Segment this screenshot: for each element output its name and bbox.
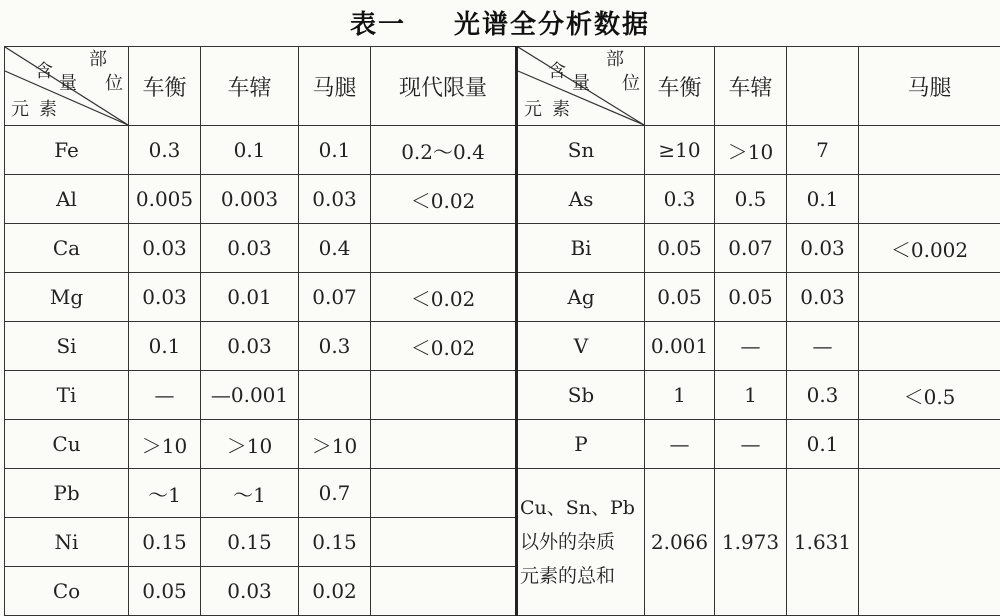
value-cell: —: [645, 420, 715, 469]
value-cell: 0.3: [129, 126, 201, 175]
value-cell: ＜0.02: [371, 273, 517, 322]
value-cell: 0.1: [787, 420, 859, 469]
impurity-total-value: 1.973: [715, 469, 787, 616]
value-cell: 0.15: [299, 518, 371, 567]
element-cell: Bi: [517, 224, 645, 273]
value-cell: 0.07: [715, 224, 787, 273]
element-cell: P: [517, 420, 645, 469]
value-cell: 0.005: [129, 175, 201, 224]
value-cell: ＜0.5: [859, 371, 1000, 420]
value-cell: 0.3: [645, 175, 715, 224]
value-cell: 0.03: [787, 224, 859, 273]
element-cell: Ti: [5, 371, 129, 420]
element-cell: Sn: [517, 126, 645, 175]
diag-label-mid2: 量: [572, 75, 590, 93]
diag-label-mid1: 含: [548, 63, 566, 81]
value-cell: 0.1: [129, 322, 201, 371]
value-cell: 0.03: [129, 273, 201, 322]
element-cell: V: [517, 322, 645, 371]
value-cell: 1: [715, 371, 787, 420]
diag-label-top: 部: [606, 51, 624, 69]
value-cell: 0.03: [201, 567, 299, 616]
diag-label-mid1: 含: [35, 63, 53, 81]
table-row: [5, 371, 1000, 420]
table-title: [0, 4, 1000, 44]
value-cell: [371, 567, 517, 616]
value-cell: 0.05: [715, 273, 787, 322]
col-header: 车衡: [129, 47, 201, 126]
table-row: [5, 175, 1000, 224]
table-row: [5, 322, 1000, 371]
value-cell: [859, 420, 1000, 469]
diag-label-bot1: 元: [11, 101, 29, 119]
diag-label-bot2: 素: [552, 101, 570, 119]
impurity-total-label-line: Cu、Sn、Pb: [520, 491, 644, 525]
value-cell: 0.15: [129, 518, 201, 567]
value-cell: ＞10: [201, 420, 299, 469]
value-cell: [371, 469, 517, 518]
value-cell: 0.05: [129, 567, 201, 616]
value-cell: 0.03: [129, 224, 201, 273]
element-cell: Cu: [5, 420, 129, 469]
impurity-total-value: 1.631: [787, 469, 859, 616]
value-cell: 0.03: [201, 224, 299, 273]
value-cell: —: [715, 322, 787, 371]
value-cell: 0.03: [787, 273, 859, 322]
impurity-total-label-line: 元素的总和: [520, 559, 644, 593]
value-cell: 0.15: [201, 518, 299, 567]
value-cell: 0.03: [299, 175, 371, 224]
value-cell: [371, 224, 517, 273]
element-cell: Si: [5, 322, 129, 371]
col-header: 马腿: [859, 47, 1000, 126]
col-header: 马腿: [299, 47, 371, 126]
diag-label-mid2: 量: [59, 75, 77, 93]
value-cell: 0.001: [645, 322, 715, 371]
value-cell: —: [129, 371, 201, 420]
header-row: [5, 47, 1000, 126]
table-row: [5, 469, 1000, 518]
col-header: 车辖: [715, 47, 787, 126]
value-cell: 0.1: [787, 175, 859, 224]
value-cell: 0.05: [645, 273, 715, 322]
value-cell: ＜0.02: [371, 175, 517, 224]
value-cell: 0.05: [645, 224, 715, 273]
element-cell: Sb: [517, 371, 645, 420]
diag-label-top: 部: [89, 51, 107, 69]
table-row: [5, 420, 1000, 469]
value-cell: [299, 371, 371, 420]
value-cell: ＞10: [299, 420, 371, 469]
value-cell: ＜0.002: [859, 224, 1000, 273]
value-cell: —: [787, 322, 859, 371]
element-cell: Mg: [5, 273, 129, 322]
table-row: [5, 273, 1000, 322]
value-cell: 0.07: [299, 273, 371, 322]
impurity-total-value: 2.066: [645, 469, 715, 616]
col-header: 车衡: [645, 47, 715, 126]
value-cell: [371, 518, 517, 567]
value-cell: ＞10: [129, 420, 201, 469]
impurity-total-label: [517, 469, 645, 616]
value-cell: ～1: [129, 469, 201, 518]
value-cell: 0.3: [787, 371, 859, 420]
value-cell: ＜0.02: [371, 322, 517, 371]
element-cell: Ag: [517, 273, 645, 322]
value-cell: 0.03: [201, 322, 299, 371]
empty-cell: [859, 469, 1000, 616]
diagonal-header-right: [517, 47, 645, 126]
diag-label-bot1: 元: [524, 101, 542, 119]
element-cell: Co: [5, 567, 129, 616]
value-cell: 0.3: [299, 322, 371, 371]
element-cell: Fe: [5, 126, 129, 175]
value-cell: ≥10: [645, 126, 715, 175]
element-cell: As: [517, 175, 645, 224]
diag-label-right: 位: [105, 75, 123, 93]
element-cell: Al: [5, 175, 129, 224]
diagonal-header-left: [5, 47, 129, 126]
value-cell: 0.5: [715, 175, 787, 224]
col-header: 现代限量: [371, 47, 517, 126]
element-cell: Pb: [5, 469, 129, 518]
col-header: [787, 47, 859, 126]
value-cell: ～1: [201, 469, 299, 518]
table-row: [5, 224, 1000, 273]
table-caption: 光谱全分析数据: [454, 4, 650, 41]
value-cell: 7: [787, 126, 859, 175]
value-cell: 1: [645, 371, 715, 420]
value-cell: 0.1: [299, 126, 371, 175]
value-cell: 0.2～0.4: [371, 126, 517, 175]
table-number: 表一: [350, 4, 406, 41]
value-cell: [859, 273, 1000, 322]
table-row: [5, 126, 1000, 175]
value-cell: 0.4: [299, 224, 371, 273]
diag-label-bot2: 素: [39, 101, 57, 119]
value-cell: [859, 126, 1000, 175]
element-cell: Ca: [5, 224, 129, 273]
value-cell: —: [715, 420, 787, 469]
value-cell: [859, 175, 1000, 224]
value-cell: [859, 322, 1000, 371]
value-cell: 0.003: [201, 175, 299, 224]
value-cell: 0.01: [201, 273, 299, 322]
element-cell: Ni: [5, 518, 129, 567]
value-cell: [371, 420, 517, 469]
spectral-analysis-table: [4, 46, 1000, 616]
impurity-total-label-line: 以外的杂质: [520, 525, 644, 559]
value-cell: ＞10: [715, 126, 787, 175]
value-cell: —0.001: [201, 371, 299, 420]
value-cell: 0.1: [201, 126, 299, 175]
col-header: 车辖: [201, 47, 299, 126]
value-cell: 0.02: [299, 567, 371, 616]
diag-label-right: 位: [622, 75, 640, 93]
value-cell: 0.7: [299, 469, 371, 518]
value-cell: [371, 371, 517, 420]
